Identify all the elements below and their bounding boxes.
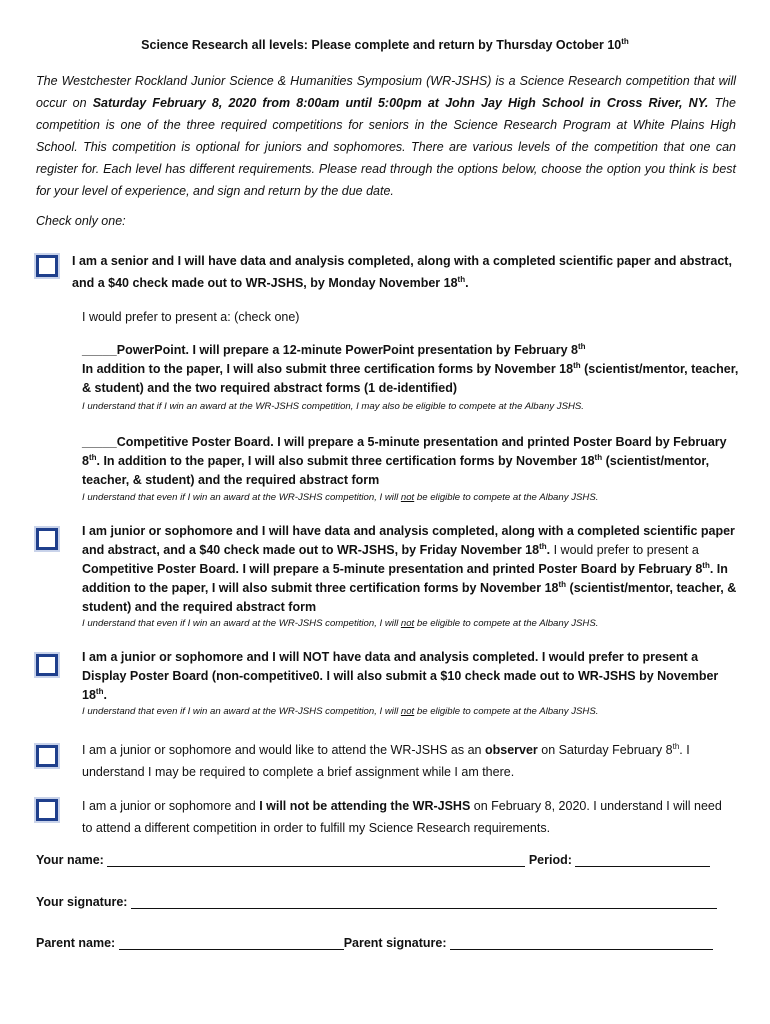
parent-row [36,936,713,950]
page-title: Science Research all levels: Please complete and return by Thursday October 10th [141,36,629,52]
option-observer-checkbox[interactable] [36,745,58,767]
option-junior-data-text: I am junior or sophomore and I will have data and analysis completed, along with a completed scientific paper and abstract, and a $40 check made out to WR-JSHS, by Friday November 18th. I would prefer to present a Competitive Poster Board. I will prepare a 5-minute presentation and printed Poster Board by February 8th. In addition to the paper, I will also submit three certification forms by November 18th (scientist/mentor, teacher, & student) and the required abstract form [82,524,737,614]
option-not-attending-checkbox[interactable] [36,799,58,821]
period-label: Period: [528,853,572,867]
signature-row [36,895,717,909]
option-display-poster-text: I am a junior or sophomore and I will NOT have data and analysis completed. I would prefer to present a Display Poster Board (non-competitive0. I will also submit a $10 check made out to WR-JSHS by November 18th. [82,650,719,702]
your-signature-field[interactable] [131,896,717,909]
option-senior-text: I am a senior and I will have data and analysis completed, along with a completed scientific paper and abstract, and a $40 check made out to WR-JSHS, by Monday November 18th. [72,254,732,290]
prefer-label: I would prefer to present a: (check one) [82,310,300,324]
option-junior-data-checkbox[interactable] [36,528,58,550]
powerpoint-option: _____PowerPoint. I will prepare a 12-minute PowerPoint presentation by February 8th In addition to the paper, I will also submit three certification forms by November 18th (scientist/mentor, teacher, & student) and the two required abstract forms (1 de-identified) [82,341,739,395]
poster-note: I understand that even if I win an award at the WR-JSHS competition, I will not be eligible to compete at the Albany JSHS. [82,492,599,503]
option-display-poster-note: I understand that even if I win an award at the WR-JSHS competition, I will not be eligible to compete at the Albany JSHS. [82,706,599,717]
your-name-label: Your name: [36,853,104,867]
name-period-row [36,853,710,867]
option-display-poster-checkbox[interactable] [36,654,58,676]
parent-signature-label: Parent signature: [343,936,447,950]
option-senior-checkbox[interactable] [36,255,58,277]
your-signature-label: Your signature: [36,895,128,909]
poster-blank[interactable]: _____ [82,435,117,449]
powerpoint-note: I understand that if I win an award at the WR-JSHS competition, I may also be eligible to compete at the Albany JSHS. [82,401,584,412]
intro-paragraph: The Westchester Rockland Junior Science & Humanities Symposium (WR-JSHS) is a Science Research competition that will occur on Saturday February 8, 2020 from 8:00am until 5:00pm at John Jay High School in Cross River, NY. The competition is one of the three required competitions for seniors in the Science Research Program at White Plains High School. This competition is optional for juniors and sophomores. There are various levels of the competition that one can register for. Each level has different requirements. Please read through the options below, choose the option you think is best for your level of experience, and sign and return by the due date. [36,74,736,198]
poster-option: _____Competitive Poster Board. I will prepare a 5-minute presentation and printed Poster Board by February 8th. In addition to the paper, I will also submit three certification forms by November 18th (scientist/mentor, teacher, & student) and the required abstract form [82,435,727,487]
parent-name-label: Parent name: [36,936,116,950]
option-observer-text: I am a junior or sophomore and would like to attend the WR-JSHS as an observer on Saturday February 8th. I understand I may be required to complete a brief assignment while I am there. [82,741,690,779]
check-only-label: Check only one: [36,214,126,228]
option-not-attending-text: I am a junior or sophomore and I will not be attending the WR-JSHS on February 8, 2020. I understand I will need to attend a different competition in order to fulfill my Science Research requirements. [82,799,722,835]
option-junior-data-note: I understand that even if I win an award at the WR-JSHS competition, I will not be eligible to compete at the Albany JSHS. [82,618,599,629]
period-field[interactable] [575,854,710,867]
parent-name-field[interactable] [119,937,344,950]
your-name-field[interactable] [107,854,525,867]
powerpoint-blank[interactable]: _____ [82,343,117,357]
parent-signature-field[interactable] [450,937,713,950]
